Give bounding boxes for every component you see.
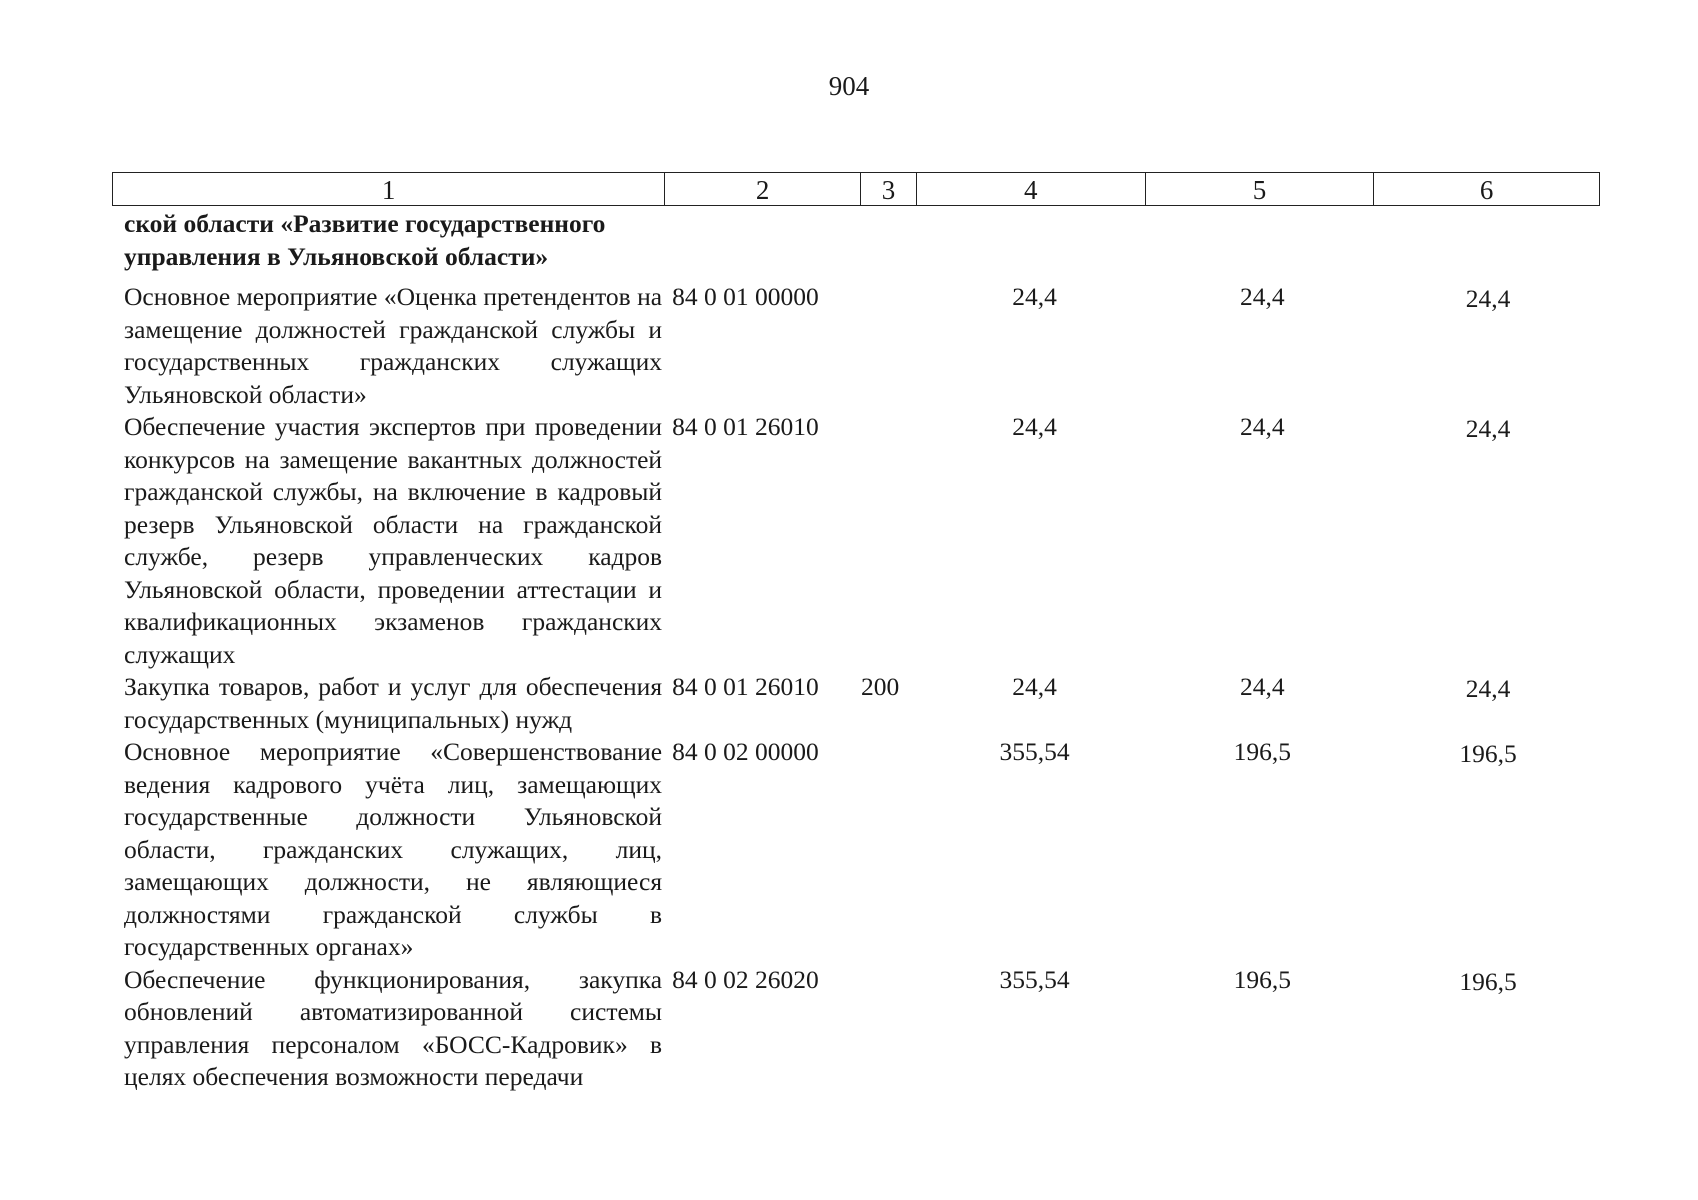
row-expense-type [861,411,921,671]
row-code: 84 0 02 26020 [672,964,819,994]
column-header-3: 3 [861,173,917,205]
row-value-6: 24,4 [1465,674,1511,703]
row-value-5: 196,5 [1233,737,1292,766]
row-name: Закупка товаров, работ и услуг для обеспечения государственных (муниципальных) нужд [124,672,663,734]
row-value-4: 24,4 [1012,412,1057,441]
row-expense-type [861,736,921,964]
column-header-5: 5 [1146,173,1375,205]
row-name: Основное мероприятие «Совершенствование ведения кадрового учёта лиц, замещающих государственные должности Ульяновской области, гражданских служащих, лиц, замещающих должности, не являющиеся должностями гражданской службы в государственных органах» [124,737,663,961]
page-number: 904 [828,71,870,101]
row-code: 84 0 01 26010 [672,412,819,441]
row-value-4: 24,4 [1012,672,1057,701]
column-header-1: 1 [113,173,665,205]
row-expense-type [861,964,921,1094]
row-value-5: 24,4 [1240,412,1285,441]
row-value-5: 24,4 [1240,282,1285,311]
row-value-6: 196,5 [1459,966,1517,996]
row-name: Обеспечение участия экспертов при проведении конкурсов на замещение вакантных должностей гражданской службы, на включение в кадровый резерв Ульяновской области на гражданской службе, резерв управленческих кадров Ульяновской области, проведении аттестации и квалификационных экзаменов гражданских служащих [124,412,663,669]
row-expense-type [861,281,921,411]
table-header-row [112,172,1600,206]
row-value-4: 355,54 [999,737,1070,766]
program-title-continuation: ской области «Развитие государственного управления в Ульяновской области» [124,209,606,271]
table-body [112,208,1600,1094]
row-code: 84 0 01 26010 [672,672,819,701]
row-value-4: 355,54 [999,964,1070,994]
table-row [112,411,1600,671]
row-value-5: 196,5 [1233,964,1292,994]
row-name: Основное мероприятие «Оценка претендентов на замещение должностей гражданской службы и государственных гражданских служащих Ульяновской области» [124,282,663,409]
row-value-4: 24,4 [1012,282,1057,311]
row-code: 84 0 02 00000 [672,737,819,766]
table-row [112,736,1600,964]
row-value-6: 24,4 [1465,414,1511,443]
row-value-6: 24,4 [1465,284,1511,313]
column-header-4: 4 [917,173,1146,205]
row-value-6: 196,5 [1459,739,1517,768]
table-row [112,671,1600,736]
table-row [112,964,1600,1094]
column-header-6: 6 [1479,175,1494,205]
table-row [112,281,1600,411]
row-code: 84 0 01 00000 [672,282,819,311]
column-header-2: 2 [665,173,861,205]
row-value-5: 24,4 [1240,672,1285,701]
row-expense-type: 200 [861,672,900,701]
row-name: Обеспечение функционирования, закупка обновлений автоматизированной системы управления персоналом «БОСС-Кадровик» в целях обеспечения возможности передачи [124,964,663,1091]
